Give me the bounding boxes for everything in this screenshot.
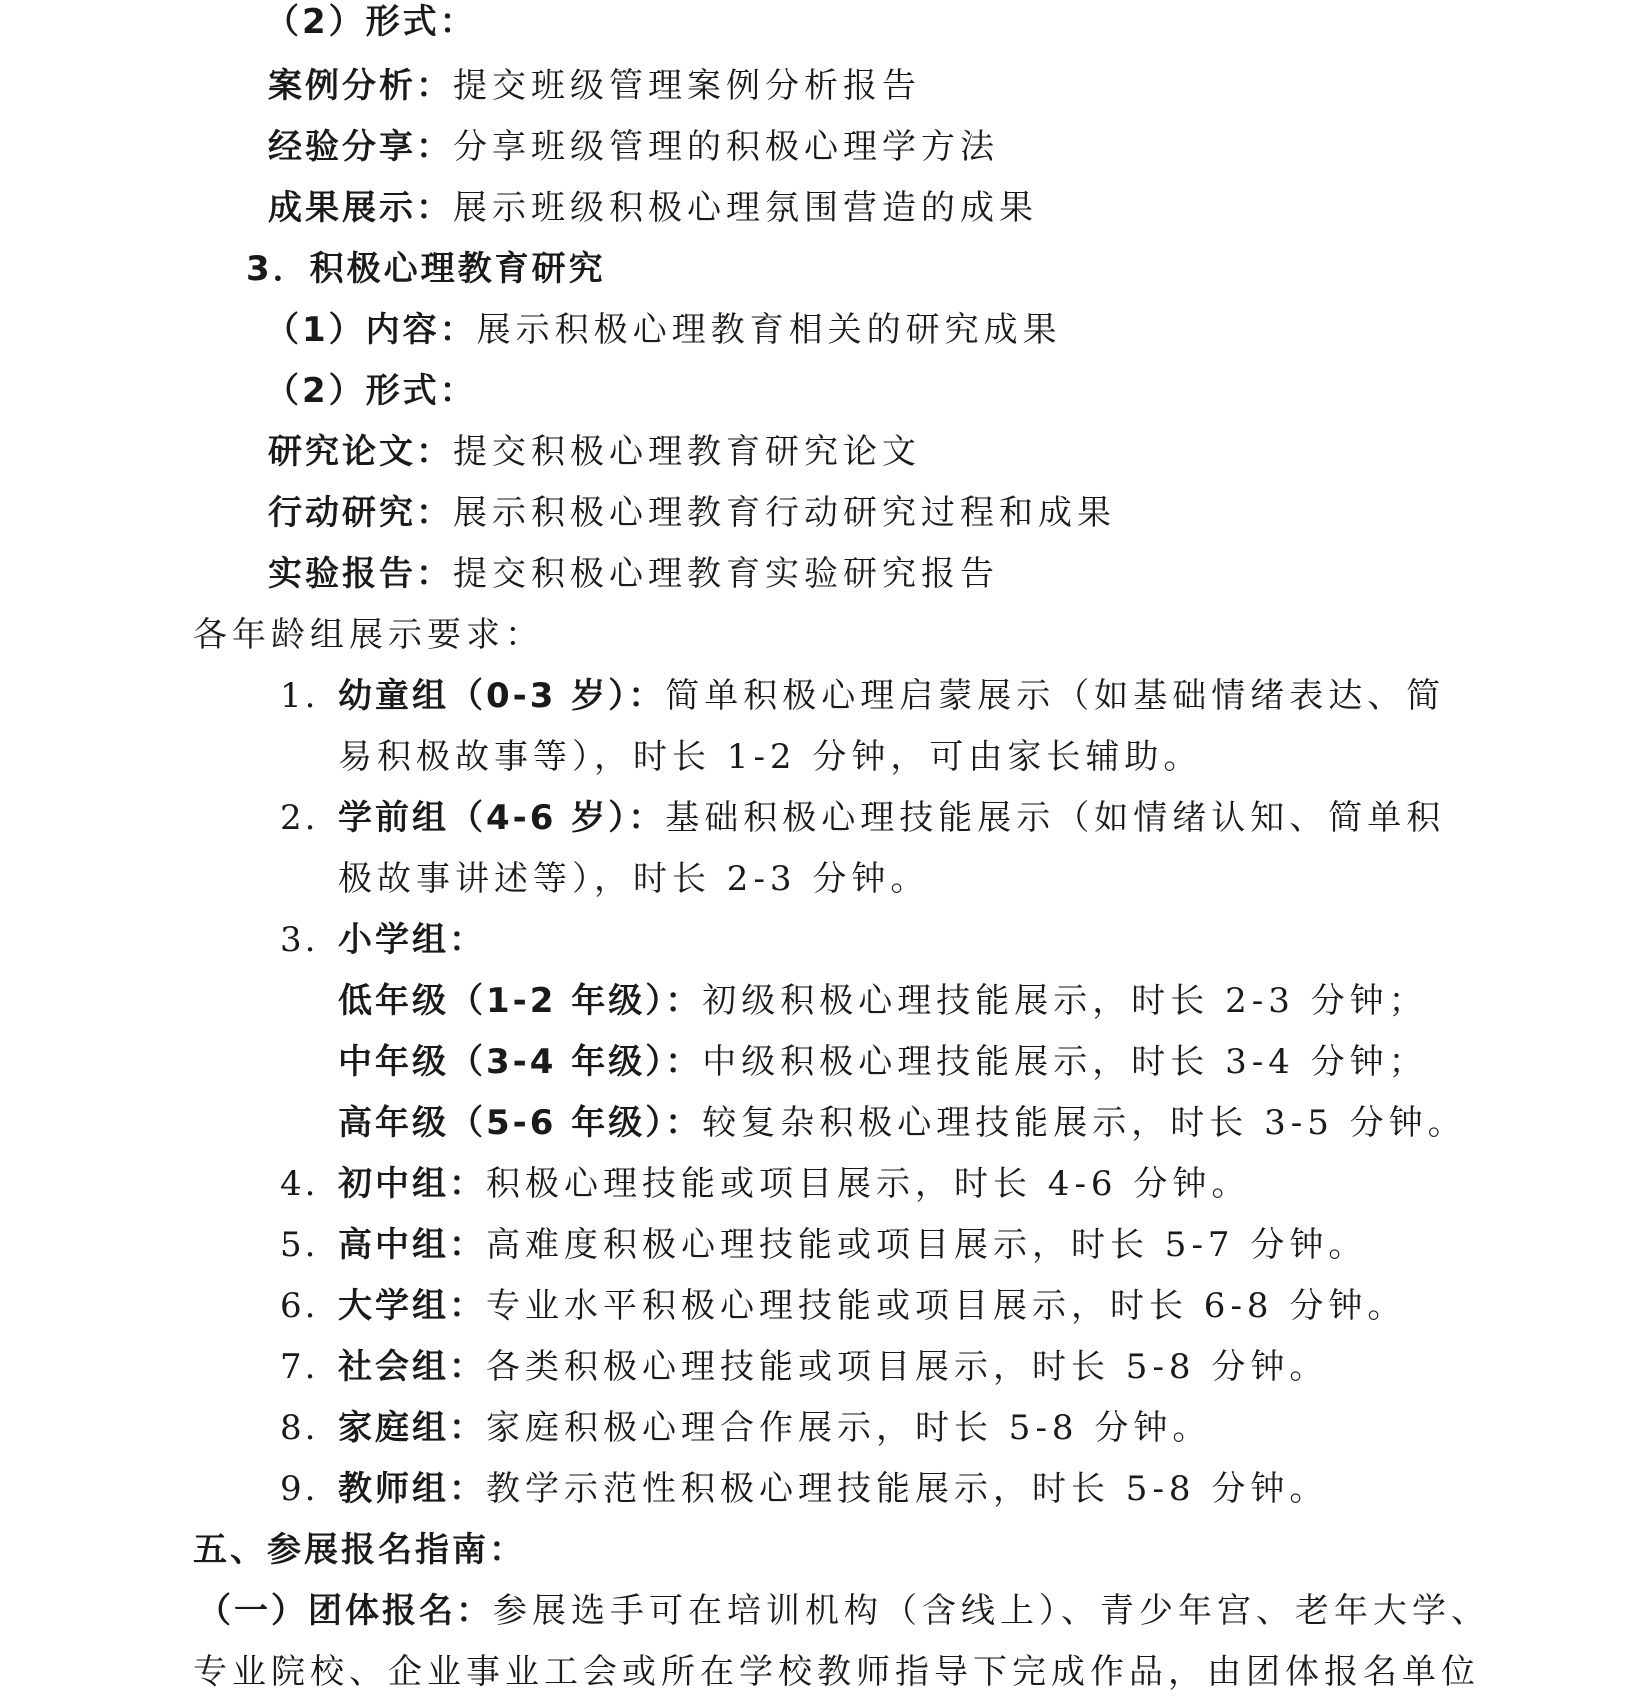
group-registration-continuation: 专业院校、企业事业工会或所在学校教师指导下完成作品，由团体报名单位 [193, 1652, 1480, 1692]
subgroup-item: 中年级（3-4 年级）：中级积极心理技能展示，时长 3-4 分钟； [338, 1042, 1428, 1082]
list-item: 研究论文：提交积极心理教育研究论文 [268, 432, 921, 472]
age-group-item: 4. 初中组：积极心理技能或项目展示，时长 4-6 分钟。 [280, 1164, 1251, 1204]
forms-heading: （2）形式： [265, 371, 477, 411]
age-groups-heading: 各年龄组展示要求： [193, 615, 544, 655]
age-group-continuation: 极故事讲述等），时长 2-3 分钟。 [338, 859, 930, 899]
age-group-item: 5. 高中组：高难度积极心理技能或项目展示，时长 5-7 分钟。 [280, 1225, 1368, 1265]
section-title: 3．积极心理教育研究 [246, 249, 606, 289]
section-title: 五、参展报名指南： [193, 1530, 526, 1570]
age-group-item: 9. 教师组：教学示范性积极心理技能展示，时长 5-8 分钟。 [280, 1469, 1329, 1509]
age-group-item: 8. 家庭组：家庭积极心理合作展示，时长 5-8 分钟。 [280, 1408, 1212, 1448]
age-group-item: 6. 大学组：专业水平积极心理技能或项目展示，时长 6-8 分钟。 [280, 1286, 1407, 1326]
list-item: 实验报告：提交积极心理教育实验研究报告 [268, 554, 999, 594]
age-group-continuation: 易积极故事等），时长 1-2 分钟，可由家长辅助。 [338, 737, 1203, 777]
forms-heading: （2）形式： [265, 2, 477, 42]
age-group-item: 1. 幼童组（0-3 岁）：简单积极心理启蒙展示（如基础情绪表达、简 [280, 676, 1446, 716]
list-item: 行动研究：展示积极心理教育行动研究过程和成果 [268, 493, 1116, 533]
list-item: 成果展示：展示班级积极心理氛围营造的成果 [268, 188, 1038, 228]
subgroup-item: 高年级（5-6 年级）：较复杂积极心理技能展示，时长 3-5 分钟。 [338, 1103, 1467, 1143]
age-group-item: 2. 学前组（4-6 岁）：基础积极心理技能展示（如情绪认知、简单积 [280, 798, 1446, 838]
subgroup-item: 低年级（1-2 年级）：初级积极心理技能展示，时长 2-3 分钟； [338, 981, 1428, 1021]
age-group-item: 7. 社会组：各类积极心理技能或项目展示，时长 5-8 分钟。 [280, 1347, 1329, 1387]
group-registration: （一）团体报名：参展选手可在培训机构（含线上）、青少年宫、老年大学、 [197, 1591, 1490, 1631]
list-item: 经验分享：分享班级管理的积极心理学方法 [268, 127, 999, 167]
age-group-item: 3. 小学组： [280, 920, 486, 960]
list-item: 案例分析：提交班级管理案例分析报告 [268, 66, 921, 106]
content-line: （1）内容：展示积极心理教育相关的研究成果 [265, 310, 1062, 350]
